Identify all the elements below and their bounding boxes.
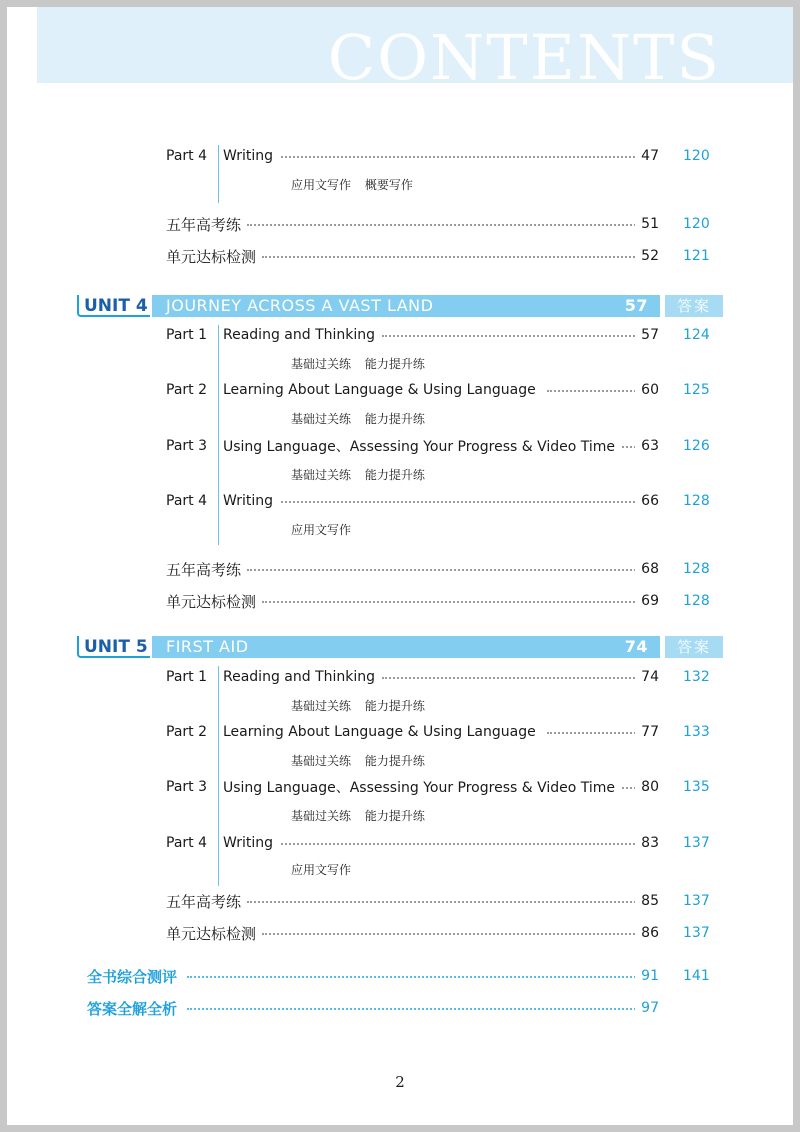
leader-dots [277,501,643,503]
page-number: 86 [635,925,659,941]
answer-page: 135 [683,779,710,795]
unit-page: 74 [624,637,648,656]
entry-title: Reading and Thinking [223,669,381,685]
leader-dots [187,976,643,978]
entry-title: Writing [223,148,279,164]
unit-label: UNIT 4 [77,295,150,317]
entry-title: Writing [223,493,279,509]
page-number: 60 [635,382,659,398]
toc-entry[interactable] [7,491,793,511]
toc-entry[interactable] [7,667,793,687]
leader-dots [262,933,643,935]
answer-page: 126 [683,438,710,454]
page-number: 66 [635,493,659,509]
part-label: Part 2 [166,382,207,398]
answer-page: 121 [683,248,710,264]
leader-dots [247,901,643,903]
leader-dots [187,1008,643,1010]
answer-page: 133 [683,724,710,740]
leader-dots [382,335,643,337]
leader-dots [277,843,643,845]
answer-page: 132 [683,669,710,685]
answer-page: 128 [683,593,710,609]
subsection-text: 基础过关练 能力提升练 [291,411,425,426]
contents-banner [37,7,793,83]
subsection-line [7,174,793,194]
toc-entry-answer-analysis[interactable] [7,998,793,1018]
page-number: 74 [635,669,659,685]
toc-entry[interactable] [7,923,793,943]
subsection-line [7,695,793,715]
page-number: 80 [635,779,659,795]
entry-title: Using Language、Assessing Your Progress & Video Time [223,777,621,797]
unit-title-bar [152,636,660,658]
page-number: 83 [635,835,659,851]
leader-dots [277,156,643,158]
part-label: Part 1 [166,669,207,685]
subsection-text: 应用文写作 [291,862,352,877]
toc-entry[interactable] [7,380,793,400]
unit-label: UNIT 5 [77,636,150,658]
banner-title: CONTENTS [327,21,721,83]
entry-title: 五年高考练 [166,891,247,912]
page-number: 91 [635,968,659,984]
part-label: Part 4 [166,148,207,164]
leader-dots [547,732,643,734]
page-number: 77 [635,724,659,740]
page-number: 57 [635,327,659,343]
subsection-line [7,859,793,879]
part-label: Part 1 [166,327,207,343]
subsection-text: 基础过关练 能力提升练 [291,808,425,823]
leader-dots [547,390,643,392]
leader-dots [262,256,643,258]
toc-entry[interactable] [7,891,793,911]
entry-title: 五年高考练 [166,214,247,235]
answer-page: 128 [683,561,710,577]
entry-title: 全书综合测评 [87,966,183,987]
answer-page: 125 [683,382,710,398]
answer-page: 137 [683,893,710,909]
part-label: Part 3 [166,779,207,795]
answer-page: 137 [683,925,710,941]
subsection-text: 基础过关练 能力提升练 [291,698,425,713]
leader-dots [247,224,643,226]
subsection-text: 基础过关练 能力提升练 [291,753,425,768]
entry-title: 单元达标检测 [166,246,262,267]
toc-entry[interactable] [7,591,793,611]
entry-title: 单元达标检测 [166,591,262,612]
toc-entry[interactable] [7,833,793,853]
subsection-line [7,353,793,373]
entry-title: 五年高考练 [166,559,247,580]
subsection-text: 应用文写作 概要写作 [291,177,413,192]
subsection-line [7,464,793,484]
page-number: 69 [635,593,659,609]
toc-entry[interactable] [7,722,793,742]
entry-title: Using Language、Assessing Your Progress & Video Time [223,436,621,456]
answer-page: 124 [683,327,710,343]
unit-page: 57 [624,296,648,315]
part-label: Part 3 [166,438,207,454]
toc-page [7,7,793,1125]
toc-entry[interactable] [7,325,793,345]
toc-entry[interactable] [7,777,793,797]
entry-title: Reading and Thinking [223,327,381,343]
subsection-line [7,805,793,825]
unit-title-bar [152,295,660,317]
leader-dots [247,569,643,571]
entry-title: Learning About Language & Using Language [223,382,542,398]
part-label: Part 4 [166,835,207,851]
subsection-line [7,408,793,428]
subsection-line [7,519,793,539]
toc-entry-comprehensive-test[interactable] [7,966,793,986]
answer-page: 128 [683,493,710,509]
unit-5-header[interactable] [77,636,723,658]
page-number: 47 [635,148,659,164]
answer-page: 120 [683,216,710,232]
answer-page: 120 [683,148,710,164]
entry-title: 答案全解全析 [87,998,183,1019]
unit-4-header[interactable] [77,295,723,317]
toc-entry[interactable] [7,559,793,579]
subsection-text: 基础过关练 能力提升练 [291,356,425,371]
page-number: 85 [635,893,659,909]
unit-title: JOURNEY ACROSS A VAST LAND [166,296,434,315]
toc-entry[interactable] [7,214,793,234]
page-number: 51 [635,216,659,232]
subsection-line [7,750,793,770]
unit-title: FIRST AID [166,637,249,656]
subsection-text: 基础过关练 能力提升练 [291,467,425,482]
entry-title: Writing [223,835,279,851]
leader-dots [262,601,643,603]
answer-page: 141 [683,968,710,984]
page-number: 63 [635,438,659,454]
toc-entry[interactable] [7,436,793,456]
toc-entry[interactable] [7,246,793,266]
part-label: Part 2 [166,724,207,740]
entry-title: 单元达标检测 [166,923,262,944]
page-number: 52 [635,248,659,264]
subsection-text: 应用文写作 [291,522,352,537]
leader-dots [382,677,643,679]
page-footer-number: 2 [395,1073,405,1091]
toc-entry[interactable] [7,146,793,166]
part-label: Part 4 [166,493,207,509]
answer-label: 答案 [665,636,723,658]
entry-title: Learning About Language & Using Language [223,724,542,740]
answer-page: 137 [683,835,710,851]
page-number: 97 [635,1000,659,1016]
answer-label: 答案 [665,295,723,317]
page-number: 68 [635,561,659,577]
